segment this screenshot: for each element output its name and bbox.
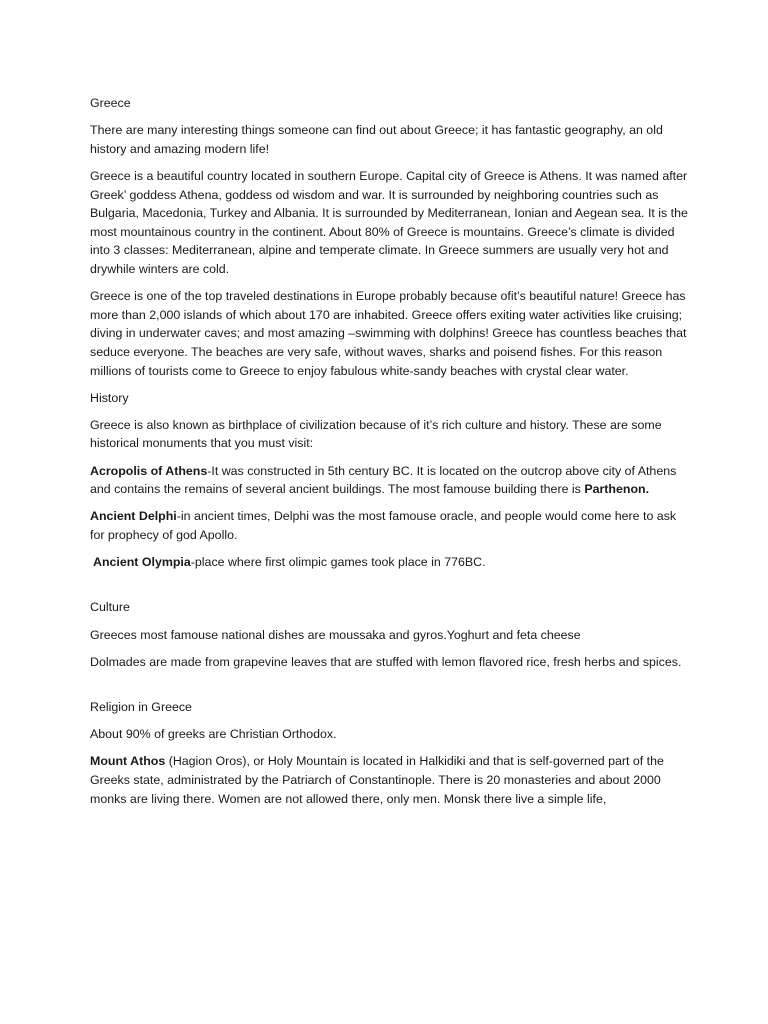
mount-athos-paragraph xyxy=(90,752,690,808)
delphi-paragraph xyxy=(90,507,690,544)
culture-heading: Culture xyxy=(90,600,130,615)
religion-paragraph-1: About 90% of greeks are Christian Orthodox. xyxy=(90,727,337,742)
acropolis-paragraph xyxy=(90,462,690,499)
history-heading: History xyxy=(90,390,129,405)
tourism-paragraph: Greece is one of the top traveled destinations in Europe probably because ofit’s beautiful nature! Greece has more than 2,000 islands of which about 170 are inhabited. Greece offers exiting water activities like cruising; diving in underwater caves; and most amazing –swimming with dolphins! Greece has countless beaches that seduce everyone. The beaches are very safe, without waves, sharks and poisend fishes. For this reason millions of tourists come to Greece to enjoy fabulous white-sandy beaches with crystal clear water. xyxy=(90,289,687,378)
culture-paragraph-2: Dolmades are made from grapevine leaves that are stuffed with lemon flavored rice, fresh herbs and spices. xyxy=(90,654,682,669)
acropolis-name: Acropolis of Athens xyxy=(90,463,208,478)
spacer xyxy=(90,680,690,698)
history-intro-paragraph: Greece is also known as birthplace of civilization because of it’s rich culture and history. These are some historical monuments that you must visit: xyxy=(90,417,662,451)
geography-paragraph: Greece is a beautiful country located in southern Europe. Capital city of Greece is Athens. It was named after Greek’ goddess Athena, goddess od wisdom and war. It is surrounded by neighboring countries such as Bulgaria, Macedonia, Turkey and Albania. It is surrounded by Mediterranean, Ionian and Aegean sea. It is the most mountainous country in the continent. About 80% of Greece is mountains. Greece’s climate is divided into 3 classes: Mediterranean, alpine and temperate climate. In Greece summers are usually very hot and drywhile winters are cold. xyxy=(90,168,688,276)
acropolis-building: Parthenon. xyxy=(584,482,650,497)
acropolis-text: -It was constructed in 5th century BC. It is located on the outcrop above city of Athens and contains the remains of several ancient buildings. The most famouse building there is xyxy=(90,463,677,497)
mount-athos-text: (Hagion Oros), or Holy Mountain is located in Halkidiki and that is self-governed part of the Greeks state, administrated by the Patriarch of Constantinople. There is 20 monasteries and about 2000 monks are living there. Women are not allowed there, only men. Monsk there live a simple life, xyxy=(90,754,664,806)
intro-paragraph: There are many interesting things someone can find out about Greece; it has fantastic geography, an old history and amazing modern life! xyxy=(90,123,663,156)
document-page xyxy=(90,94,690,817)
delphi-name: Ancient Delphi xyxy=(90,509,177,524)
olympia-text: -place where first olimpic games took place in 776BC. xyxy=(190,555,486,570)
culture-paragraph-1: Greeces most famouse national dishes are moussaka and gyros.Yoghurt and feta cheese xyxy=(90,627,581,642)
spacer xyxy=(90,580,690,598)
mount-athos-name: Mount Athos xyxy=(90,754,166,769)
delphi-text: -in ancient times, Delphi was the most famouse oracle, and people would come here to ask for prophecy of god Apollo. xyxy=(90,509,677,543)
olympia-name: Ancient Olympia xyxy=(93,555,191,570)
doc-title: Greece xyxy=(90,96,131,110)
religion-heading: Religion in Greece xyxy=(90,699,192,714)
olympia-paragraph xyxy=(90,553,690,572)
